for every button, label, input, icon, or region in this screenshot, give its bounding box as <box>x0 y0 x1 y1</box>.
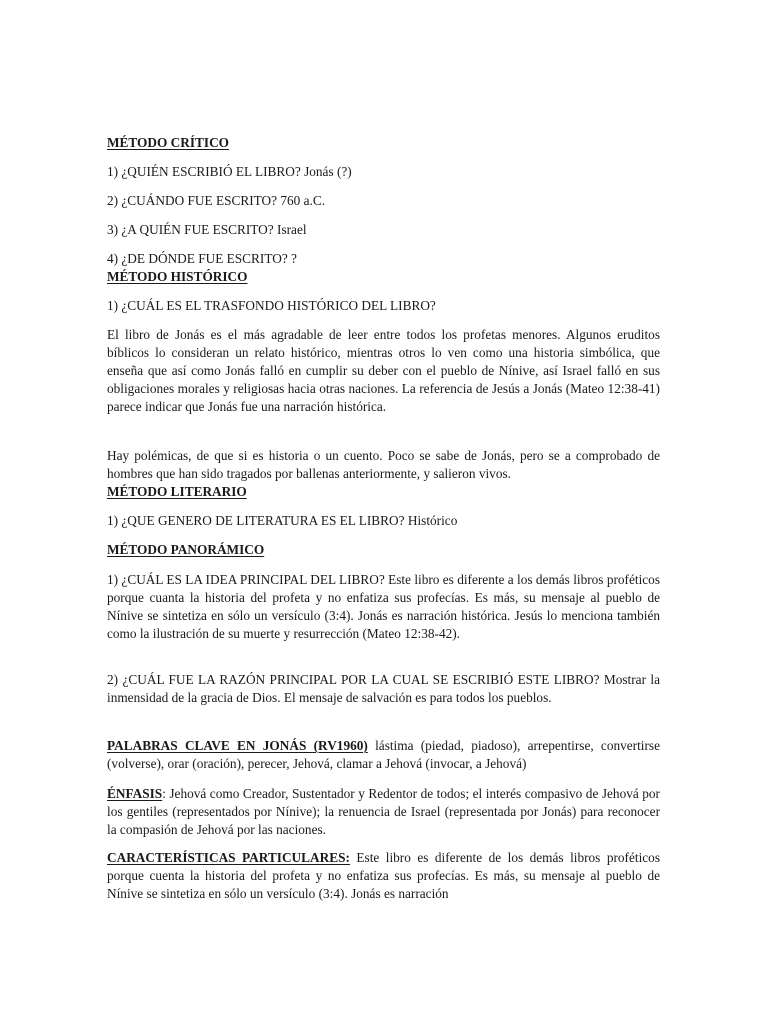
question-cuando-escrito: 2) ¿CUÁNDO FUE ESCRITO? 760 a.C. <box>107 193 326 208</box>
heading-metodo-historico: MÉTODO HISTÓRICO <box>107 269 248 284</box>
heading-metodo-panoramico: MÉTODO PANORÁMICO <box>107 542 265 557</box>
text-palabras-clave: lástima (piedad, piadoso), arrepentirse, convertirse (volverse), orar (oración), perecer, Jehová, clamar a Jehová (invocar, a Jehová) <box>107 738 661 771</box>
heading-metodo-critico: MÉTODO CRÍTICO <box>107 135 230 150</box>
heading-metodo-literario: MÉTODO LITERARIO <box>107 484 247 499</box>
paragraph-razon-principal: 2) ¿CUÁL FUE LA RAZÓN PRINCIPAL POR LA CUAL SE ESCRIBIÓ ESTE LIBRO? Mostrar la inmensidad de la gracia de Dios. El mensaje de salvación es para todos los pueblos. <box>107 672 660 705</box>
paragraph-trasfondo: El libro de Jonás es el más agradable de leer entre todos los profetas menores. Algunos eruditos bíblicos lo consideran un relato histórico, mientras otros lo ven como una historia simbólica, que enseña que así como Jonás falló en cumplir su deber con el pueblo de Nínive, así Israel falló en sus obligaciones morales y religiosas hacia otras naciones. La referencia de Jesús a Jonás (Mateo 12:38-41) parece indicar que Jonás fue una narración histórica. <box>107 327 660 414</box>
question-quien-escribio: 1) ¿QUIÉN ESCRIBIÓ EL LIBRO? Jonás (?) <box>107 164 352 179</box>
paragraph-palabras-clave <box>107 737 660 773</box>
label-enfasis: ÉNFASIS <box>107 786 163 801</box>
text-caracteristicas: Este libro es diferente de los demás libros proféticos porque cuenta la historia del profeta y no enfatiza sus profecías. Es más, su mensaje al pueblo de Nínive se sintetiza en sólo un versículo (3:4). Jonás es narración <box>107 850 661 901</box>
text-enfasis: : Jehová como Creador, Sustentador y Redentor de todos; el interés compasivo de Jehová por los gentiles (representados por Nínive); la renuencia de Israel (representada por Jonás) para reconocer la compasión de Jehová por las naciones. <box>107 786 660 837</box>
question-de-donde-escrito: 4) ¿DE DÓNDE FUE ESCRITO? ? <box>107 251 297 266</box>
label-caracteristicas: CARACTERÍSTICAS PARTICULARES: <box>107 850 350 865</box>
label-palabras-clave: PALABRAS CLAVE EN JONÁS (RV1960) <box>107 738 368 753</box>
question-genero-literatura: 1) ¿QUE GENERO DE LITERATURA ES EL LIBRO? Histórico <box>107 513 458 528</box>
paragraph-idea-principal: 1) ¿CUÁL ES LA IDEA PRINCIPAL DEL LIBRO? Este libro es diferente a los demás libros proféticos porque cuanta la historia del profeta y no enfatiza sus profecías. Es más, su mensaje al pueblo de Nínive se sintetiza en sólo un versículo (3:4). Jonás es narración histórica. Jesús lo menciona también como la ilustración de su muerte y resurrección (Mateo 12:38-42). <box>107 572 660 641</box>
paragraph-enfasis <box>107 785 660 839</box>
paragraph-polemicas: Hay polémicas, de que si es historia o un cuento. Poco se sabe de Jonás, pero se a comprobado de hombres que han sido tragados por ballenas anteriormente, y salieron vivos. <box>107 448 660 481</box>
question-a-quien-escrito: 3) ¿A QUIÉN FUE ESCRITO? Israel <box>107 222 307 237</box>
paragraph-caracteristicas <box>107 849 660 903</box>
question-trasfondo-historico: 1) ¿CUÁL ES EL TRASFONDO HISTÓRICO DEL LIBRO? <box>107 298 436 313</box>
